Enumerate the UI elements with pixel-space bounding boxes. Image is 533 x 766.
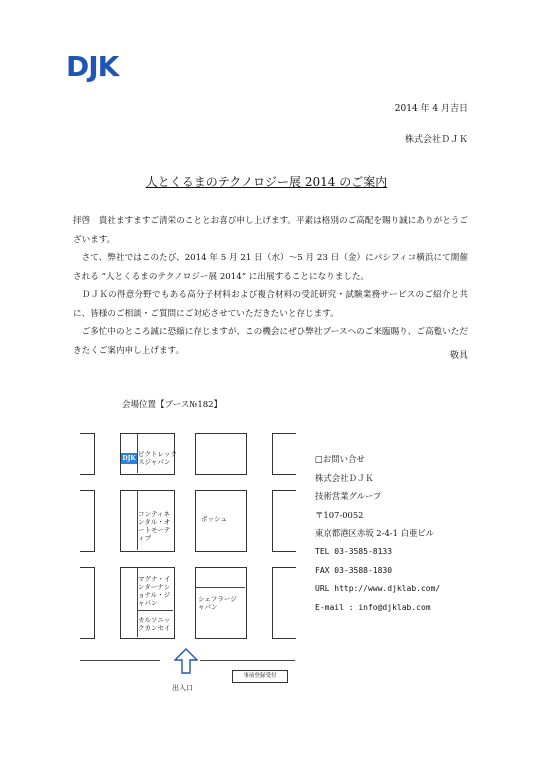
closing-word: 敬具 <box>449 351 468 361</box>
booth-label: コンティネンタル・オートモーティブ <box>138 510 171 542</box>
djk-booth-marker: DJK <box>122 455 136 462</box>
up-arrow-icon <box>174 648 198 678</box>
booth-label: ピクトレックスジャパン <box>138 450 177 466</box>
booth-block-right-1 <box>272 433 296 475</box>
contact-url[interactable]: URL http://www.djklab.com/ <box>315 584 441 594</box>
booth-divider <box>137 610 173 611</box>
body-paragraph: ご多忙中のところ誠に恐縮に存じますが、この機会にぜひ弊社ブースへのご来臨賜り、ご高覧いただきたくご案内申し上げます。 <box>73 327 468 356</box>
entrance-label: 出入口 <box>172 684 193 692</box>
entrance-wall <box>80 660 160 661</box>
body-paragraph: 拝啓 貴社ますますご清栄のこととお喜び申し上げます。平素は格別のご高配を賜り誠にありがとうございます。 <box>73 216 468 245</box>
booth-label: ボッシュ <box>201 515 227 523</box>
company-logo: DJK <box>66 50 119 83</box>
booth-divider <box>195 587 245 588</box>
letter-date: 2014 年 4 月吉日 <box>394 104 468 114</box>
letter-body <box>73 212 468 360</box>
booth-block-col3-1 <box>195 433 247 475</box>
registration-desk: 事前登録受付 <box>232 670 288 683</box>
contact-address: 東京都港区赤坂 2-4-1 白亜ビル <box>315 528 435 539</box>
map-title: 会場位置【ブース№182】 <box>122 400 223 410</box>
booth-label: カルソニックカンセイ <box>138 616 171 632</box>
body-paragraph: ＤＪＫの得意分野でもある高分子材料および複合材料の受託研究・試験業務サービスのご紹介と共に、皆様のご相談・ご質問にご対応させていただきたいと存じます。 <box>73 290 468 319</box>
sender-company: 株式会社ＤＪＫ <box>404 135 468 145</box>
contact-info <box>315 450 440 617</box>
contact-zip: 〒107-0052 <box>315 509 364 520</box>
booth-block-left-3 <box>80 567 95 639</box>
booth-block-right-3 <box>272 567 296 639</box>
booth-block-left-2 <box>80 490 95 552</box>
booth-divider <box>137 433 138 473</box>
document-title: 人とくるまのテクノロジー展 2014 のご案内 <box>145 175 388 189</box>
contact-heading: □お問い合せ <box>315 454 365 464</box>
booth-block-left-1 <box>80 433 95 475</box>
body-paragraph: さて、弊社ではこのたび、2014 年 5 月 21 日（水）～5 月 23 日（金）にパシフィコ横浜にて開催される “人とくるまのテクノロジー展 2014” に出展することになりました。 <box>73 253 468 282</box>
contact-company: 株式会社ＤＪＫ <box>315 472 374 483</box>
booth-label: マグナ・インターナショナル・ジャパン <box>138 575 171 607</box>
booth-label: シェフラージャパン <box>198 595 237 611</box>
contact-tel: TEL 03-3585-8133 <box>315 546 393 556</box>
contact-fax: FAX 03-3588-1830 <box>315 565 393 575</box>
contact-dept: 技術営業グループ <box>315 491 382 502</box>
booth-block-right-2 <box>272 490 296 552</box>
contact-email[interactable]: E-mail : info@djklab.com <box>315 602 431 612</box>
venue-map <box>80 425 295 695</box>
entrance-wall <box>200 660 295 661</box>
